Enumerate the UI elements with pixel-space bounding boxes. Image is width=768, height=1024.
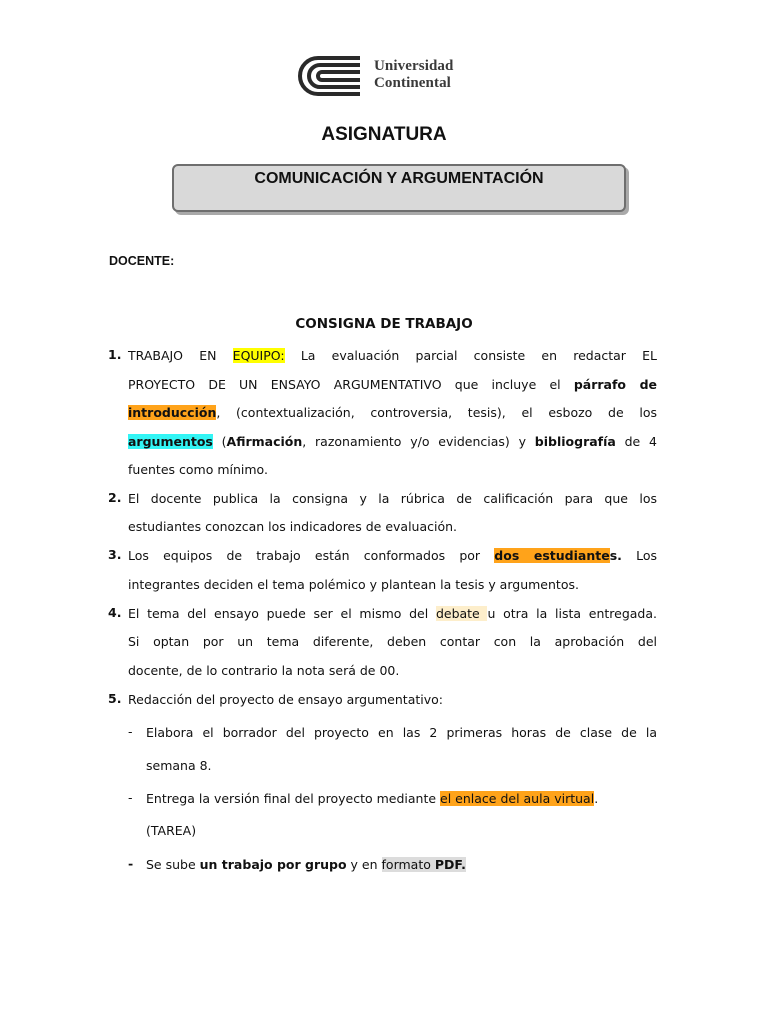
course-name: COMUNICACIÓN Y ARGUMENTACIÓN [254,170,544,187]
item-1-line-4: argumentos (Afirmación, razonamiento y/o evidencias) y bibliografía de 4 [128,434,657,449]
bold-bibliografia: bibliografía [534,434,616,449]
highlight-introduccion: introducción [128,405,217,420]
item-4-line-2: Si optan por un tema diferente, deben contar con la aprobación del [128,634,657,649]
item-number: 1. [108,347,122,362]
highlight-dos-estudiantes: dos estudiante [494,548,610,563]
university-logo [298,55,470,97]
item-number: 2. [108,490,122,505]
item-1-line-3: introducción, (contextualización, controversia, tesis), el esbozo de los [128,405,657,420]
subject-heading: ASIGNATURA [321,124,447,145]
highlight-formato: formato [381,857,435,872]
bold-afirmacion: Afirmación [226,434,303,449]
bold-parrafo: párrafo de [573,377,658,392]
continental-logo-icon [298,55,366,97]
item-number: 3. [108,547,122,562]
logo-line-1: Universidad [374,58,454,74]
item-3-line-2: integrantes deciden el tema polémico y plantean la tesis y argumentos. [128,577,579,592]
sub-item-3-line-1: Se sube un trabajo por grupo y en formato PDF. [146,857,466,872]
assignment-title: CONSIGNA DE TRABAJO [295,316,473,332]
sub-item-2-line-1: Entrega la versión final del proyecto mediante el enlace del aula virtual. [146,791,599,806]
item-4-line-3: docente, de lo contrario la nota será de 00. [128,663,400,678]
course-box [172,164,626,212]
item-number: 4. [108,605,122,620]
sub-item-2-line-2: (TAREA) [146,823,197,838]
sub-item-dash: - [128,856,134,871]
sub-item-1-line-2: semana 8. [146,758,212,773]
item-1-line-1: TRABAJO EN EQUIPO: La evaluación parcial consiste en redactar EL [128,348,658,363]
item-3-line-1: Los equipos de trabajo están conformados por dos estudiantes. Los [128,548,658,563]
highlight-equipo: EQUIPO: [232,348,285,363]
sub-item-dash: - [128,790,133,805]
item-4-line-1: El tema del ensayo puede ser el mismo del debate u otra la lista entregada. [128,606,657,621]
highlight-debate: debate [435,606,488,621]
item-2-line-2: estudiantes conozcan los indicadores de evaluación. [128,519,458,534]
highlight-pdf: PDF. [434,857,466,872]
highlight-argumentos: argumentos [128,434,213,449]
teacher-label: DOCENTE: [109,254,175,268]
item-1-line-2: PROYECTO DE UN ENSAYO ARGUMENTATIVO que incluye el párrafo de [128,377,658,392]
sub-item-dash: - [128,724,133,739]
sub-item-1-line-1: Elabora el borrador del proyecto en las 2 primeras horas de clase de la [146,725,657,740]
logo-line-2: Continental [374,75,451,91]
item-1-line-5: fuentes como mínimo. [128,462,268,477]
item-2-line-1: El docente publica la consigna y la rúbrica de calificación para que los [128,491,657,506]
logo-wordmark [374,58,453,92]
highlight-enlace-aula-virtual: el enlace del aula virtual [440,791,595,806]
item-5-line-1: Redacción del proyecto de ensayo argumentativo: [128,692,443,707]
bold-trabajo-por-grupo: un trabajo por grupo [199,857,347,872]
item-number: 5. [108,691,122,706]
